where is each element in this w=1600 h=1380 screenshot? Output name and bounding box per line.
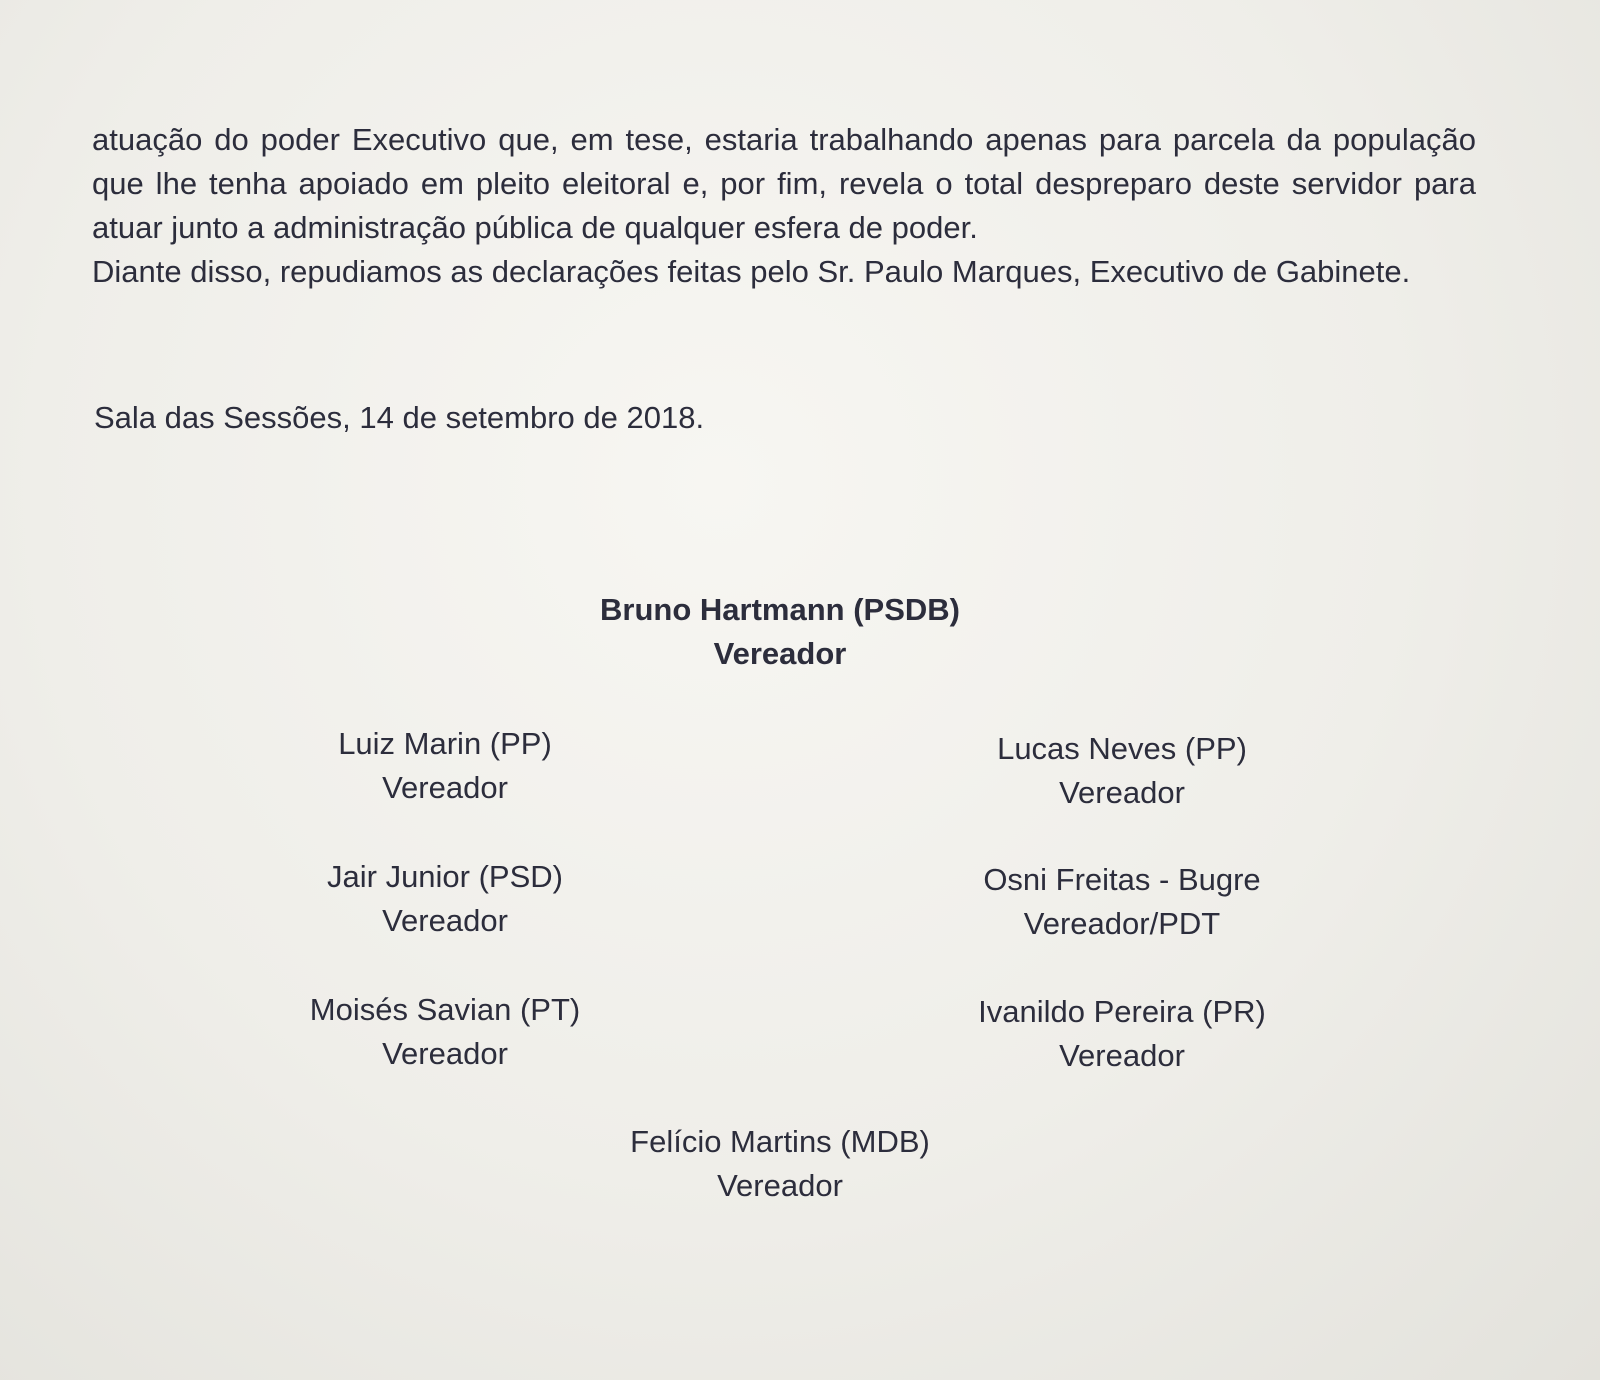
signature-left-3 (195, 988, 695, 1076)
signature-left-1 (195, 722, 695, 810)
signer-name: Osni Freitas - Bugre (983, 862, 1261, 897)
signature-left-2 (195, 855, 695, 943)
signer-name: Jair Junior (PSD) (327, 859, 563, 894)
signer-name: Luiz Marin (PP) (338, 726, 552, 761)
paragraph-2: Diante disso, repudiamos as declarações feitas pelo Sr. Paulo Marques, Executivo de Gabinete. (92, 254, 1411, 289)
signer-role: Vereador (382, 770, 508, 805)
signer-role: Vereador (717, 1168, 843, 1203)
document-body (92, 118, 1476, 294)
signature-bottom (530, 1120, 1030, 1208)
signature-right-3 (872, 990, 1372, 1078)
signer-name: Moisés Savian (PT) (309, 992, 581, 1027)
signer-name: Ivanildo Pereira (PR) (978, 994, 1266, 1029)
signer-role: Vereador/PDT (1023, 906, 1221, 941)
session-date: Sala das Sessões, 14 de setembro de 2018. (94, 400, 705, 435)
signer-role: Vereador (1059, 1038, 1185, 1073)
signer-role: Vereador (382, 1036, 508, 1071)
signature-right-2 (872, 858, 1372, 946)
signer-name: Lucas Neves (PP) (997, 731, 1247, 766)
signer-role: Vereador (382, 903, 508, 938)
signature-main (530, 588, 1030, 676)
signer-name: Felício Martins (MDB) (630, 1124, 930, 1159)
paragraph-1: atuação do poder Executivo que, em tese, estaria trabalhando apenas para parcela da população que lhe tenha apoiado em pleito eleitoral e, por fim, revela o total despreparo deste servidor para atuar junto a administração pública de qualquer esfera de poder. (92, 122, 1476, 245)
signer-role: Vereador (713, 636, 847, 671)
signature-right-1 (872, 727, 1372, 815)
signer-role: Vereador (1059, 775, 1185, 810)
signer-name: Bruno Hartmann (PSDB) (600, 592, 960, 627)
